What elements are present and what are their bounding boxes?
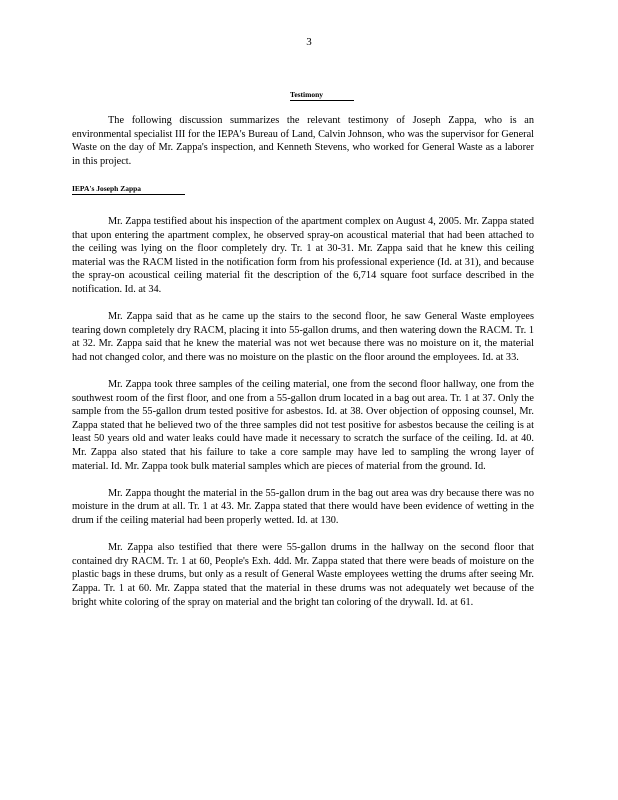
document-body: [72, 114, 534, 623]
section-heading: [0, 88, 618, 102]
paragraph: Mr. Zappa also testified that there were 55-gallon drums in the hallway on the second floor that contained dry RACM. Tr. 1 at 60, People's Exh. 4dd. Mr. Zappa stated that there were beads of moisture on the plastic bags in these drums, but only as a result of General Waste employees wetting the drums after seeing Mr. Zappa. Tr. 1 at 60. Mr. Zappa stated that the material in these drums was not adequately wet because of the bright white coloring of the spray on material and the bright tan coloring of the drywall. Id. at 61.: [72, 542, 534, 608]
paragraph: Mr. Zappa testified about his inspection of the apartment complex on August 4, 2005. Mr. Zappa stated that upon entering the apartment complex, he observed spray-on acoustical material that had been attached to the ceiling was lying on the floor completely dry. Tr. 1 at 30-31. Mr. Zappa said that he knew this ceiling material was the RACM listed in the notification form from his professional experience (Id. at 31), and because the spray-on acoustical ceiling material fit the description of the 6,714 square foot surface described in the notification. Id. at 34.: [72, 215, 534, 295]
page-number: 3: [306, 36, 312, 48]
paragraph: Mr. Zappa thought the material in the 55-gallon drum in the bag out area was dry because there was no moisture in the drum at all. Tr. 1 at 43. Mr. Zappa stated that there would have been evidence of wetting in the drum if the ceiling material had been properly wetted. Id. at 130.: [72, 487, 534, 527]
paragraph: Mr. Zappa took three samples of the ceiling material, one from the second floor hallway, one from the southwest room of the first floor, and one from a 55-gallon drum located in a bag out area. Tr. 1 at 37. Only the sample from the 55-gallon drum tested positive for asbestos. Id. at 38. Over objection of opposing counsel, Mr. Zappa stated that he believed two of the three samples did not test positive for asbestos because the ceiling is at least 50 years old and water leaks could have made it necessary to scratch the surface of the ceiling. Id. at 40. Mr. Zappa also stated that his failure to take a core sample may have led to sampling the wrong layer of material. Id. Mr. Zappa took bulk material samples which are pieces of material from the ground. Id.: [72, 379, 534, 472]
subheading-wrap: [72, 182, 534, 207]
intro-paragraph: The following discussion summarizes the relevant testimony of Joseph Zappa, who is an environmental specialist III for the IEPA's Bureau of Land, Calvin Johnson, who was the supervisor for General Waste on the day of Mr. Zappa's inspection, and Kenneth Stevens, who worked for General Waste as a laborer in this project.: [72, 115, 534, 167]
section-heading-text: Testimony: [290, 90, 354, 101]
paragraph: Mr. Zappa said that as he came up the stairs to the second floor, he saw General Waste employees tearing down completely dry RACM, placing it into 55-gallon drums, and then watering down the RACM. Tr. 1 at 32. Mr. Zappa said that he knew the material was not wet because there was no moisture on it, the material had not changed color, and there was no moisture on the plastic on the floor around the employees. Id. at 33.: [72, 311, 534, 363]
subheading: IEPA's Joseph Zappa: [72, 184, 185, 195]
